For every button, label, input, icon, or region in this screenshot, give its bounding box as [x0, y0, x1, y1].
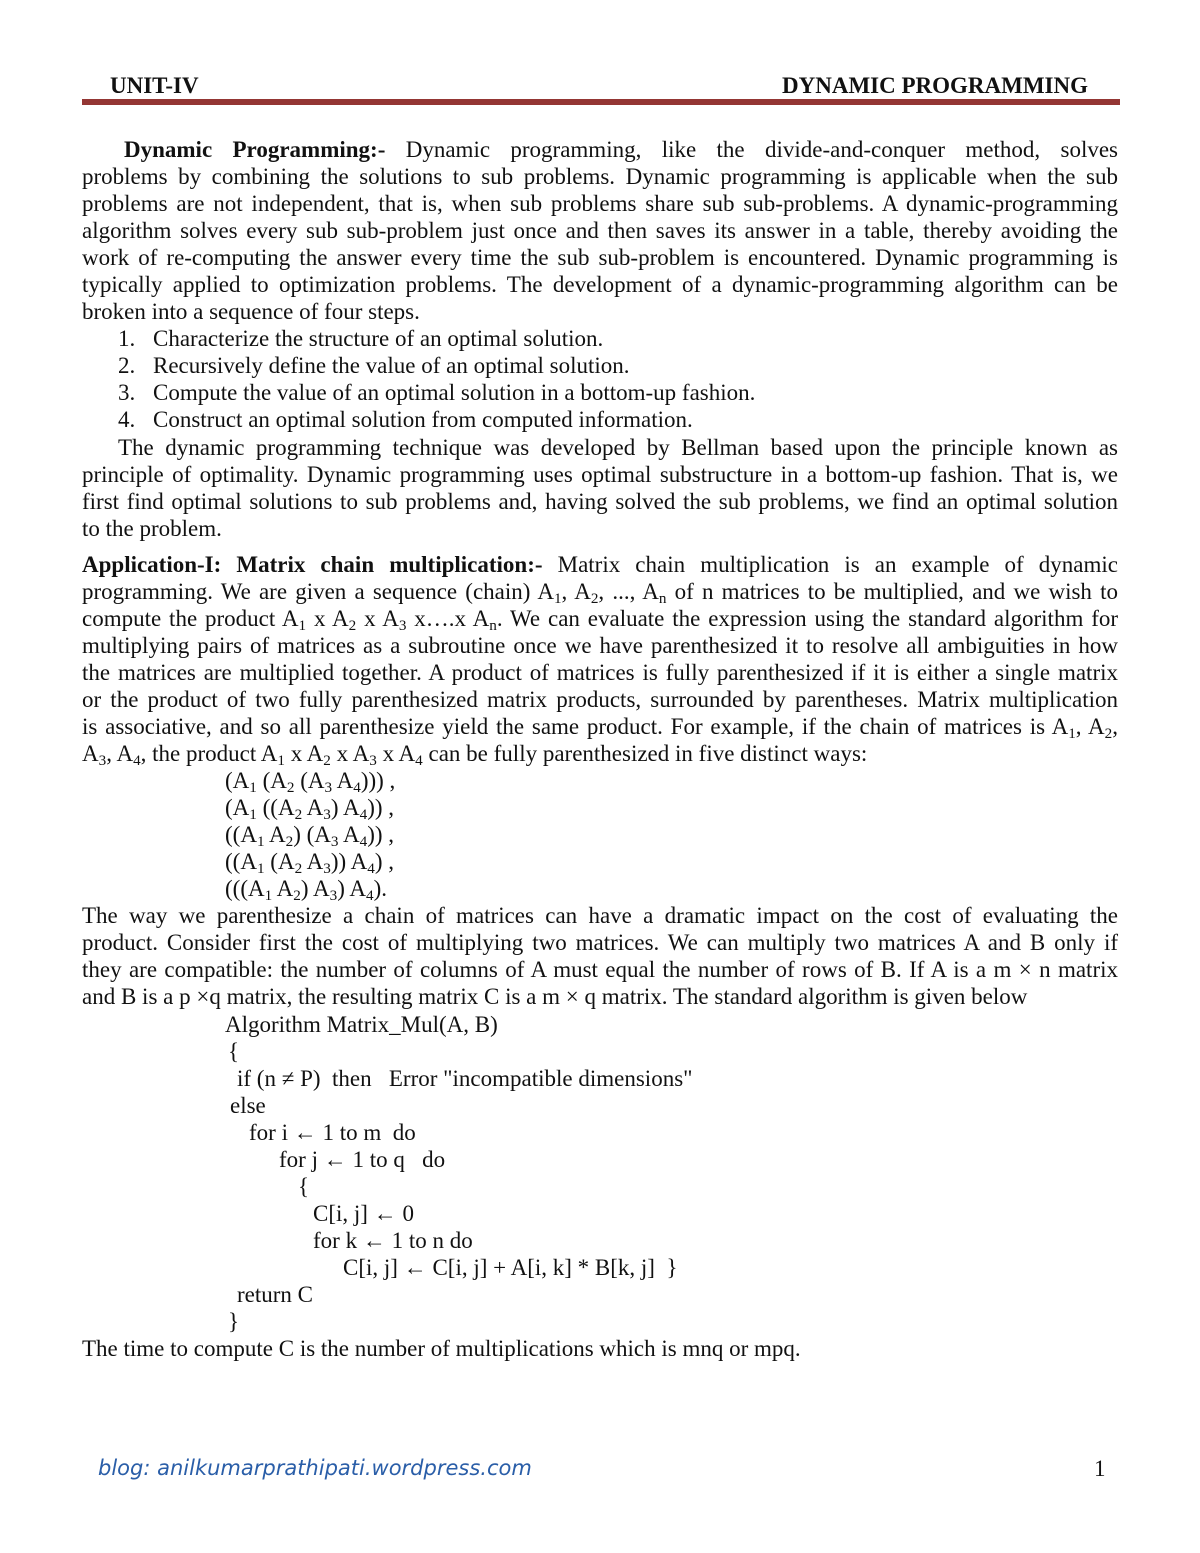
text-line [82, 461, 1118, 488]
text-run: Matrix chain multiplication is an example of dynamic [542, 551, 1118, 577]
text-run: and B is a p ×q matrix, the resulting matrix C is a m × q matrix. The standard algorithm is given below [82, 984, 1028, 1010]
text-line [82, 190, 1118, 217]
cost-paragraph [82, 902, 1118, 1010]
text-run: programming. We are given a sequence (chain) A [82, 578, 554, 604]
subscript: 1 [249, 805, 257, 823]
list-item [82, 352, 1118, 379]
list-item [82, 406, 1118, 433]
text-line [82, 848, 1118, 875]
text-line [82, 956, 1118, 983]
subscript: n [489, 616, 497, 634]
subscript: 2 [348, 616, 357, 634]
list-number: 1. [118, 326, 136, 352]
list-number: 3. [118, 380, 136, 406]
text-run: Dynamic programming, like the divide-and-conquer method, solves [385, 137, 1118, 162]
text-line [82, 136, 1118, 163]
text-run: x A [330, 741, 370, 767]
chapter-title: DYNAMIC PROGRAMMING [782, 73, 1088, 98]
text-line [82, 740, 1118, 767]
text-line [82, 271, 1118, 298]
footer-blog-text: blog: anilkumarprathipati.wordpress.com [98, 1456, 532, 1480]
text-run: x A [306, 605, 349, 631]
text-run: ) A [337, 876, 366, 902]
algorithm-line: for k ← 1 to n do [313, 1227, 473, 1253]
text-run: principle of optimality. Dynamic programming uses optimal substructure in a bottom-up fashion. That is, we [82, 461, 1118, 487]
list-number: 4. [118, 407, 136, 433]
subscript: 3 [98, 751, 107, 769]
text-line [82, 578, 1118, 605]
subscript: 3 [369, 751, 377, 769]
text-run: x….x A [406, 605, 490, 631]
algorithm-line: for i ← 1 to m do [249, 1119, 416, 1145]
application-paragraph [82, 551, 1118, 767]
subscript: 1 [256, 832, 265, 850]
text-run: A [302, 849, 324, 875]
text-run: A [302, 795, 324, 821]
text-run: product. Consider first the cost of multiplying two matrices. We can multiply two matrices A and B only if [82, 930, 1118, 956]
list-text: Recursively define the value of an optimal solution. [153, 353, 630, 379]
text-run: ((A [256, 795, 295, 821]
subscript: 3 [329, 887, 338, 905]
subscript: 3 [324, 778, 333, 796]
subscript: 1 [264, 887, 273, 905]
text-run: , the product A [140, 741, 278, 767]
text-run: , A [1075, 713, 1105, 739]
subscript: 2 [285, 832, 294, 850]
text-line [82, 659, 1118, 686]
subscript: 4 [133, 751, 141, 769]
unit-label: UNIT-IV [110, 73, 199, 98]
text-run: ((A [225, 822, 257, 848]
text-run: is associative, and so all parenthesize yield the same product. For example, if the chain of matrices is A [82, 713, 1069, 739]
algorithm-line: return C [237, 1281, 314, 1307]
subscript: 1 [277, 751, 285, 769]
subscript: 4 [367, 860, 375, 877]
subscript: 1 [1068, 724, 1076, 742]
text-line [82, 551, 1118, 578]
algorithm-line: { [298, 1173, 310, 1199]
text-run: (((A [225, 876, 265, 902]
subscript: 1 [298, 616, 307, 634]
subscript: 3 [323, 805, 331, 823]
bold-heading: Dynamic Programming:- [124, 137, 386, 162]
text-run: )) , [367, 822, 395, 848]
algorithm-line: for j ← 1 to q do [279, 1146, 446, 1172]
text-run: compute the product A [82, 605, 299, 631]
text-run: A [272, 876, 294, 902]
conclusion-paragraph [82, 1335, 1118, 1362]
text-run: multiplying pairs of matrices as a subroutine once we have parenthesized it to resolve all ambiguities in how [82, 632, 1118, 658]
algorithm-line: C[i, j] ← C[i, j] + A[i, k] * B[k, j] } [343, 1254, 678, 1280]
text-run: broken into a sequence of four steps. [82, 299, 420, 325]
text-run: first find optimal solutions to sub problems and, having solved the sub problems, we find an optimal solution [82, 488, 1118, 514]
subscript: 3 [398, 616, 407, 634]
list-number: 2. [118, 353, 136, 379]
parenthesization-list [82, 767, 1118, 905]
text-run: (A [294, 768, 325, 794]
bellman-paragraph [82, 434, 1118, 542]
subscript: 2 [293, 887, 301, 905]
subscript: 3 [323, 860, 331, 877]
intro-paragraph [82, 136, 1118, 325]
list-item [82, 379, 1118, 406]
text-run: , [1112, 713, 1118, 739]
text-line [82, 632, 1118, 659]
text-line [82, 929, 1118, 956]
list-text: Characterize the structure of an optimal solution. [153, 326, 604, 352]
text-run: problems are not independent, that is, when sub problems share sub sub-problems. A dynamic-programming [82, 191, 1118, 217]
text-run: ). [373, 876, 387, 902]
text-line [82, 515, 1118, 542]
algorithm-line: else [230, 1092, 266, 1118]
header-rule [82, 99, 1120, 105]
text-line [82, 488, 1118, 515]
text-line: The time to compute C is the number of multiplications which is mnq or mpq. [82, 1336, 801, 1362]
text-run: , A [106, 741, 134, 767]
text-line [82, 875, 1118, 905]
document-body [82, 136, 1118, 1362]
text-run: ) A [300, 876, 330, 902]
text-run: they are compatible: the number of columns of A must equal the number of rows of B. If A is a m × n matrix [82, 957, 1118, 983]
text-run: ))) , [360, 768, 396, 794]
subscript: 2 [590, 589, 599, 607]
algorithm-line: if (n ≠ P) then Error "incompatible dimensions" [237, 1065, 693, 1091]
list-text: Compute the value of an optimal solution in a bottom-up fashion. [153, 380, 756, 406]
text-line [82, 244, 1118, 271]
algorithm-block [82, 1011, 1118, 1336]
subscript: 2 [294, 805, 303, 823]
text-run: x A [284, 741, 324, 767]
text-run: (A [264, 849, 295, 875]
text-run: , A [561, 578, 591, 604]
text-run: problems by combining the solutions to sub problems. Dynamic programming is applicable when the sub [82, 164, 1118, 190]
text-run: (A [225, 768, 250, 794]
text-run: (A [256, 768, 287, 794]
text-run: )) , [367, 795, 395, 821]
subscript: 1 [256, 860, 265, 877]
text-run: work of re-computing the answer every time the sub sub-problem is encountered. Dynamic programming is [82, 245, 1118, 271]
text-run: typically applied to optimization problems. The development of a dynamic-programming algorithm can be [82, 272, 1118, 298]
text-run: (A [225, 795, 250, 821]
algorithm-line: Algorithm Matrix_Mul(A, B) [225, 1011, 498, 1037]
subscript: 4 [353, 778, 361, 796]
text-run: A [82, 741, 99, 767]
text-line [82, 163, 1118, 190]
bold-heading: Application-I: Matrix chain multiplication:- [82, 551, 543, 577]
text-run: the matrices are multiplied together. A product of matrices is fully parenthesized if it is either a single matrix [82, 659, 1118, 685]
text-run: ) , [374, 849, 395, 875]
text-line [82, 434, 1118, 461]
text-run: of n matrices to be multiplied, and we wish to [666, 578, 1118, 604]
text-line [82, 794, 1118, 821]
subscript: 4 [359, 832, 368, 850]
subscript: 4 [365, 887, 374, 905]
text-run: , ..., A [598, 578, 659, 604]
text-run: algorithm solves every sub sub-problem just once and then saves its answer in a table, thereby avoiding the [82, 218, 1118, 244]
text-run: ((A [225, 849, 257, 875]
steps-list [82, 325, 1118, 433]
text-run: A [338, 822, 360, 848]
subscript: 2 [286, 778, 295, 796]
subscript: 4 [415, 751, 423, 769]
text-run: or the product of two fully parenthesized matrix products, surrounded by parentheses. Matrix multiplication [82, 686, 1118, 712]
text-run: x A [356, 605, 399, 631]
subscript: 1 [249, 778, 257, 796]
text-line [82, 983, 1118, 1010]
list-item [82, 325, 1118, 352]
text-line [82, 217, 1118, 244]
text-run: ) A [330, 795, 360, 821]
subscript: 3 [330, 832, 339, 850]
text-run: The dynamic programming technique was developed by Bellman based upon the principle known as [118, 434, 1118, 460]
page-number: 1 [1094, 1456, 1106, 1481]
algorithm-line: C[i, j] ← 0 [313, 1200, 414, 1226]
algorithm-line: } [228, 1309, 240, 1335]
text-run: can be fully parenthesized in five distinct ways: [422, 741, 868, 767]
text-line [82, 605, 1118, 632]
subscript: n [658, 589, 667, 607]
list-text: Construct an optimal solution from computed information. [153, 407, 693, 433]
text-run: )) A [330, 849, 368, 875]
text-run: . We can evaluate the expression using the standard algorithm for [496, 605, 1119, 631]
subscript: 2 [294, 860, 303, 877]
text-line [82, 686, 1118, 713]
text-line [82, 902, 1118, 929]
subscript: 2 [1104, 724, 1113, 742]
subscript: 2 [323, 751, 331, 769]
text-run: A [332, 768, 354, 794]
text-line [82, 767, 1118, 794]
text-line [82, 713, 1118, 740]
text-run: x A [376, 741, 416, 767]
algorithm-line: { [228, 1038, 240, 1064]
text-run: to the problem. [82, 515, 222, 541]
text-line [82, 298, 1118, 325]
text-run: The way we parenthesize a chain of matrices can have a dramatic impact on the cost of evaluating the [82, 903, 1118, 929]
text-run: ) (A [293, 822, 331, 848]
subscript: 4 [359, 805, 368, 823]
text-run: A [264, 822, 286, 848]
text-line [82, 821, 1118, 848]
subscript: 1 [553, 589, 562, 607]
